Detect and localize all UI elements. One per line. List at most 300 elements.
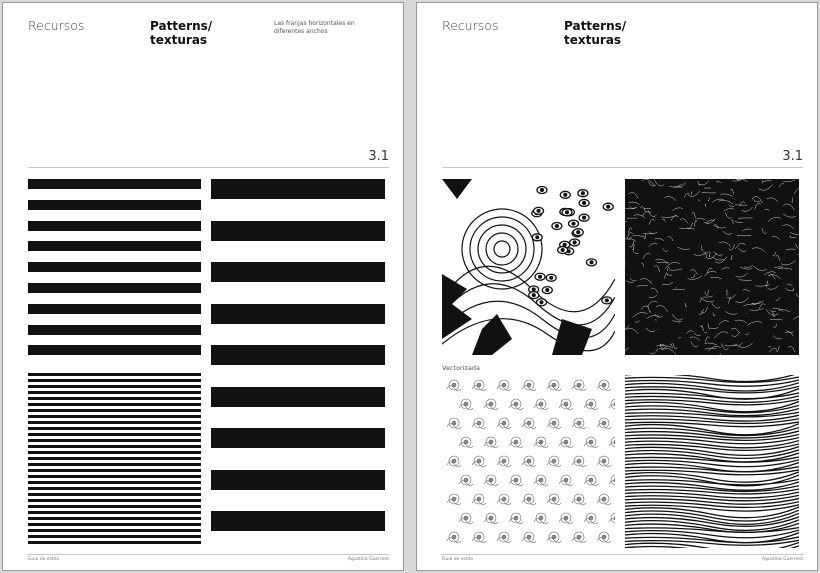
scribble-stroke (655, 259, 668, 264)
scribble-stroke (629, 202, 640, 204)
scribble-stroke (778, 268, 792, 269)
stripe-bar (28, 179, 201, 189)
floral-motif (584, 399, 598, 410)
floral-motif (497, 456, 511, 467)
scribble-stroke (649, 295, 657, 298)
scribble-stroke (785, 288, 794, 291)
floral-motif (447, 380, 461, 391)
scribble-stroke (692, 212, 695, 218)
scribble-stroke (705, 204, 706, 207)
scribble-stroke (712, 257, 723, 260)
title-line-2: texturas (150, 33, 208, 47)
doodle-pupil (590, 261, 593, 264)
scribble-stroke (669, 269, 682, 270)
stripe-bar (28, 283, 201, 293)
scribble-stroke (671, 344, 673, 348)
scribble-stroke (667, 267, 669, 271)
doodle-pupil (563, 243, 566, 246)
scribble-stroke (783, 214, 796, 218)
floral-motif (597, 532, 611, 543)
scribble-stroke (798, 254, 799, 255)
footer-label: Guía de estilo (28, 557, 59, 562)
scribble-stroke (773, 335, 782, 339)
scribble-stroke (729, 204, 734, 207)
stripe-pattern-medium (28, 179, 201, 355)
scribble-stroke (725, 311, 737, 314)
scribble-stroke (766, 309, 779, 315)
scribble-stroke (790, 232, 799, 234)
doodle-pupil (536, 236, 539, 239)
floral-motif (597, 494, 611, 505)
scribble-stroke (745, 332, 749, 334)
scribble-stroke (691, 341, 699, 347)
doodle-pupil (532, 294, 535, 297)
stripe-bar (211, 345, 385, 365)
floral-motif (522, 532, 536, 543)
floral-motif (447, 532, 461, 543)
scribble-stroke (739, 280, 752, 281)
floral-motif (547, 380, 561, 391)
scribble-stroke (680, 219, 688, 223)
scribble-stroke (648, 306, 651, 312)
page-title (150, 19, 250, 47)
floral-motif (497, 418, 511, 429)
floral-motif (484, 513, 498, 524)
floral-motif (534, 399, 548, 410)
floral-motif (559, 399, 573, 410)
scribble-stroke (744, 266, 752, 268)
doodle-pupil (572, 222, 575, 225)
scribble-stroke (690, 337, 700, 341)
stripe-bar (28, 325, 201, 335)
stripe-bar (28, 457, 201, 460)
scribble-stroke (655, 319, 657, 320)
scribble-stroke (633, 312, 648, 317)
scribble-stroke (704, 271, 716, 276)
floral-motif (609, 475, 615, 486)
floral-graphic (442, 375, 615, 548)
doodle-pupil (566, 211, 569, 214)
scribble-stroke (686, 331, 693, 334)
doodle-pupil (573, 241, 576, 244)
stripe-bar (211, 179, 385, 199)
scribble-stroke (705, 337, 710, 343)
stripe-bar (28, 433, 201, 436)
stripe-bar (28, 481, 201, 484)
floral-motif (509, 399, 523, 410)
scribble-stroke (690, 270, 698, 275)
doodle-pupil (581, 192, 584, 195)
stripe-bar (28, 487, 201, 490)
scribble-stroke (673, 289, 685, 290)
scribble-stroke (688, 191, 700, 197)
floral-motif (609, 513, 615, 524)
scribble-stroke (655, 238, 664, 240)
scribble-stroke (701, 245, 702, 250)
stripe-bar (28, 439, 201, 442)
scribble-stroke (625, 220, 627, 222)
stripe-bar (211, 304, 385, 324)
scribble-stroke (657, 345, 672, 347)
floral-motif (597, 418, 611, 429)
section-name: Recursos (442, 18, 499, 33)
scribble-stroke (641, 306, 648, 310)
scribble-stroke (733, 343, 742, 346)
title-line-1: Patterns/ (150, 19, 213, 33)
scribble-stroke (648, 181, 655, 186)
doodle-pupil (532, 288, 535, 291)
floral-motif (572, 456, 586, 467)
scribble-stroke (719, 242, 731, 247)
stripe-bar (28, 529, 201, 532)
floral-motif (447, 494, 461, 505)
scribble-stroke (691, 191, 692, 194)
stripe-bar (28, 373, 201, 376)
scribble-stroke (647, 315, 659, 318)
scribble-stroke (765, 209, 770, 210)
floral-motif (472, 456, 486, 467)
scribble-stroke (713, 313, 715, 317)
floral-motif (522, 418, 536, 429)
stripe-bar (211, 387, 385, 407)
section-name: Recursos (28, 18, 85, 33)
scribble-stroke (685, 303, 687, 307)
scribble-stroke (783, 204, 794, 210)
scribble-stroke (719, 200, 733, 204)
scribble-stroke (762, 228, 767, 234)
stripe-bar (28, 541, 201, 544)
stripe-bar (28, 445, 201, 448)
scribble-stroke (651, 288, 658, 293)
stripe-bar (28, 493, 201, 496)
floral-motif (572, 418, 586, 429)
stripe-bar (28, 427, 201, 430)
floral-motif (547, 418, 561, 429)
scribble-stroke (708, 346, 720, 351)
scribble-stroke (662, 219, 666, 222)
scribble-stroke (774, 267, 783, 268)
floral-motif (472, 380, 486, 391)
scribble-stroke (740, 202, 745, 206)
doodle-pupil (605, 299, 608, 302)
scribble-stroke (794, 188, 799, 194)
scribble-stroke (712, 199, 724, 202)
scribble-stroke (714, 252, 723, 256)
scribble-stroke (723, 231, 732, 234)
title-line-2: texturas (564, 33, 622, 47)
scribble-stroke (664, 273, 667, 278)
floral-motif (547, 494, 561, 505)
wavy-line-texture (625, 375, 799, 548)
page-title (564, 19, 664, 47)
doodle-graphic (442, 179, 615, 355)
scribble-stroke (626, 328, 639, 334)
doodle-pupil (607, 205, 610, 208)
scribble-stroke (697, 218, 705, 219)
scribble-stroke (702, 192, 716, 193)
scribble-stroke (752, 248, 764, 252)
scribble-stroke (694, 220, 697, 227)
scribble-stroke (646, 328, 655, 332)
scribble-stroke (755, 203, 761, 209)
scribble-stroke (743, 290, 750, 292)
scribble-stroke (679, 228, 694, 229)
scribble-stroke (634, 215, 645, 218)
scribble-stroke (793, 288, 794, 291)
scribble-stroke (643, 253, 651, 259)
scribble-stroke (721, 268, 729, 270)
wavy-graphic (625, 375, 799, 548)
floral-motif (459, 437, 473, 448)
dense-scribble-texture (625, 179, 799, 355)
scribble-stroke (705, 343, 717, 345)
footer-divider (442, 554, 803, 555)
floral-motif (609, 399, 615, 410)
scribble-stroke (770, 311, 776, 312)
floral-motif (497, 494, 511, 505)
scribble-stroke (673, 343, 677, 349)
scribble-stroke (708, 290, 709, 294)
scribble-stroke (736, 273, 748, 277)
title-line-1: Patterns/ (564, 19, 627, 33)
scribble-stroke (750, 308, 764, 310)
scribble-stroke (671, 216, 678, 221)
stripe-bar (28, 385, 201, 388)
vectorized-floral-tile (442, 375, 615, 548)
scribble-stroke (753, 266, 767, 271)
header-divider (28, 167, 389, 168)
floral-motif (559, 475, 573, 486)
scribble-stroke (790, 237, 796, 238)
scribble-stroke (677, 247, 689, 250)
scribble-stroke (626, 348, 630, 351)
scribble-stroke (727, 294, 736, 298)
scribble-stroke (742, 207, 753, 211)
scribble-stroke (772, 236, 780, 239)
stripe-bar (211, 221, 385, 241)
floral-motif (484, 437, 498, 448)
floral-motif (509, 513, 523, 524)
stripe-bar (28, 523, 201, 526)
stripe-bar (28, 415, 201, 418)
floral-motif (597, 456, 611, 467)
footer-author: Agustina Guerrero (347, 557, 389, 562)
scribble-stroke (633, 252, 638, 254)
scribble-stroke (735, 221, 743, 223)
scribble-stroke (731, 255, 732, 260)
stripe-bar (28, 409, 201, 412)
stripe-bar (28, 517, 201, 520)
scribble-stroke (649, 219, 655, 224)
footer-author: Agustina Guerrero (761, 557, 803, 562)
scribble-stroke (662, 215, 677, 217)
section-number: 3.1 (782, 149, 803, 164)
scribble-stroke (656, 305, 668, 311)
floral-motif (497, 380, 511, 391)
scribble-stroke (767, 198, 779, 202)
doodle-pupil (555, 225, 558, 228)
scribble-stroke (776, 255, 780, 261)
stripe-bar (28, 535, 201, 538)
scribble-stroke (772, 252, 775, 256)
scribble-stroke (649, 243, 658, 246)
scribble-stroke (665, 196, 676, 200)
floral-motif (597, 380, 611, 391)
stripe-bar (211, 511, 385, 531)
scribble-stroke (716, 181, 721, 183)
scribble-stroke (642, 179, 655, 185)
scribble-stroke (640, 207, 646, 213)
header-divider (442, 167, 803, 168)
scribble-stroke (759, 304, 765, 309)
scribble-stroke (724, 208, 734, 211)
scribble-stroke (769, 275, 775, 280)
stripe-bar (211, 262, 385, 282)
scribble-stroke (635, 320, 639, 322)
scribble-stroke (720, 194, 732, 197)
doodle-pupil (540, 301, 543, 304)
scribble-stroke (655, 315, 663, 318)
scribble-stroke (678, 182, 685, 187)
scribble-stroke (709, 251, 710, 257)
stripe-bar (28, 262, 201, 272)
scribble-stroke (736, 179, 747, 181)
scribble-stroke (776, 297, 780, 300)
scribble-stroke (629, 241, 634, 247)
scribble-stroke (732, 332, 740, 336)
scribble-stroke (714, 332, 728, 339)
stripe-bar (28, 451, 201, 454)
scribble-stroke (739, 248, 747, 252)
floral-motif (584, 437, 598, 448)
scribble-stroke (718, 320, 728, 325)
stripe-pattern-wide (211, 179, 385, 530)
scribble-stroke (673, 321, 682, 322)
scribble-stroke (711, 277, 722, 278)
scribble-stroke (642, 211, 651, 216)
footer-divider (28, 554, 389, 555)
scribble-stroke (662, 248, 668, 251)
floral-motif (572, 380, 586, 391)
section-number: 3.1 (368, 149, 389, 164)
scribble-stroke (672, 314, 683, 320)
stripe-pattern-fine (28, 373, 201, 544)
scribble-stroke (704, 292, 712, 298)
stripe-bar (28, 304, 201, 314)
floral-motif (559, 513, 573, 524)
scribble-stroke (778, 310, 790, 312)
scribble-stroke (788, 346, 795, 352)
scribble-stroke (735, 320, 747, 323)
stripe-bar (28, 345, 201, 355)
scribble-stroke (640, 278, 652, 284)
floral-motif (472, 494, 486, 505)
scribble-stroke (688, 276, 702, 280)
stripe-bar (28, 241, 201, 251)
stripe-bar (28, 499, 201, 502)
scribble-stroke (694, 333, 701, 336)
scribble-stroke (687, 223, 693, 229)
doodle-pupil (583, 202, 586, 205)
page-description: Las franjas horizontales en diferentes anchos (274, 20, 355, 35)
scribble-stroke (633, 244, 634, 251)
scribble-stroke (711, 327, 718, 328)
scribble-stroke (731, 189, 734, 194)
doodle-pupil (546, 289, 549, 292)
scribble-stroke (755, 285, 769, 286)
stripe-bar (28, 421, 201, 424)
stripe-bar (28, 200, 201, 210)
floral-motif (447, 418, 461, 429)
scribble-stroke (629, 192, 639, 198)
scribble-stroke (759, 184, 773, 190)
scribble-stroke (735, 243, 745, 248)
stripe-bar (211, 470, 385, 490)
floral-motif (572, 532, 586, 543)
scribble-stroke (732, 219, 734, 223)
stripe-bar (28, 469, 201, 472)
scribble-stroke (650, 349, 658, 354)
scribble-stroke (629, 237, 631, 239)
scribble-stroke (669, 184, 682, 187)
scribble-stroke (630, 278, 636, 281)
scribble-stroke (735, 298, 748, 303)
floral-motif (509, 475, 523, 486)
scribble-stroke (698, 199, 700, 201)
scribble-stroke (748, 322, 762, 325)
scribble-stroke (712, 303, 721, 309)
illustrated-doodle-texture (442, 179, 615, 355)
floral-motif (484, 399, 498, 410)
floral-motif (584, 513, 598, 524)
floral-motif (447, 456, 461, 467)
scribble-stroke (707, 268, 712, 273)
floral-motif (534, 475, 548, 486)
scribble-stroke (781, 260, 795, 265)
scribble-stroke (678, 337, 681, 338)
floral-motif (534, 513, 548, 524)
floral-motif (497, 532, 511, 543)
floral-motif (472, 532, 486, 543)
pattern-caption: Vectorizada (442, 364, 481, 372)
floral-motif (459, 475, 473, 486)
scribble-stroke (742, 229, 751, 231)
stripe-bar (211, 428, 385, 448)
scribble-stroke (672, 208, 682, 211)
scribble-stroke (633, 236, 645, 237)
floral-motif (584, 475, 598, 486)
doodle-pupil (583, 216, 586, 219)
scribble-stroke (662, 282, 673, 285)
scribble-stroke (691, 274, 695, 278)
scribble-stroke (796, 294, 799, 297)
floral-motif (547, 532, 561, 543)
scribble-stroke (767, 286, 778, 289)
scribble-stroke (720, 353, 724, 355)
scribble-stroke (783, 180, 795, 182)
floral-motif (609, 437, 615, 448)
floral-motif (509, 437, 523, 448)
scribble-stroke (786, 249, 796, 250)
scribble-stroke (793, 316, 799, 320)
scribble-stroke (731, 328, 739, 333)
scribble-graphic (625, 179, 799, 355)
scribble-stroke (768, 217, 781, 222)
stripe-bar (28, 511, 201, 514)
scribble-stroke (701, 307, 708, 314)
doodle-pupil (577, 231, 580, 234)
doodle-pupil (539, 275, 542, 278)
